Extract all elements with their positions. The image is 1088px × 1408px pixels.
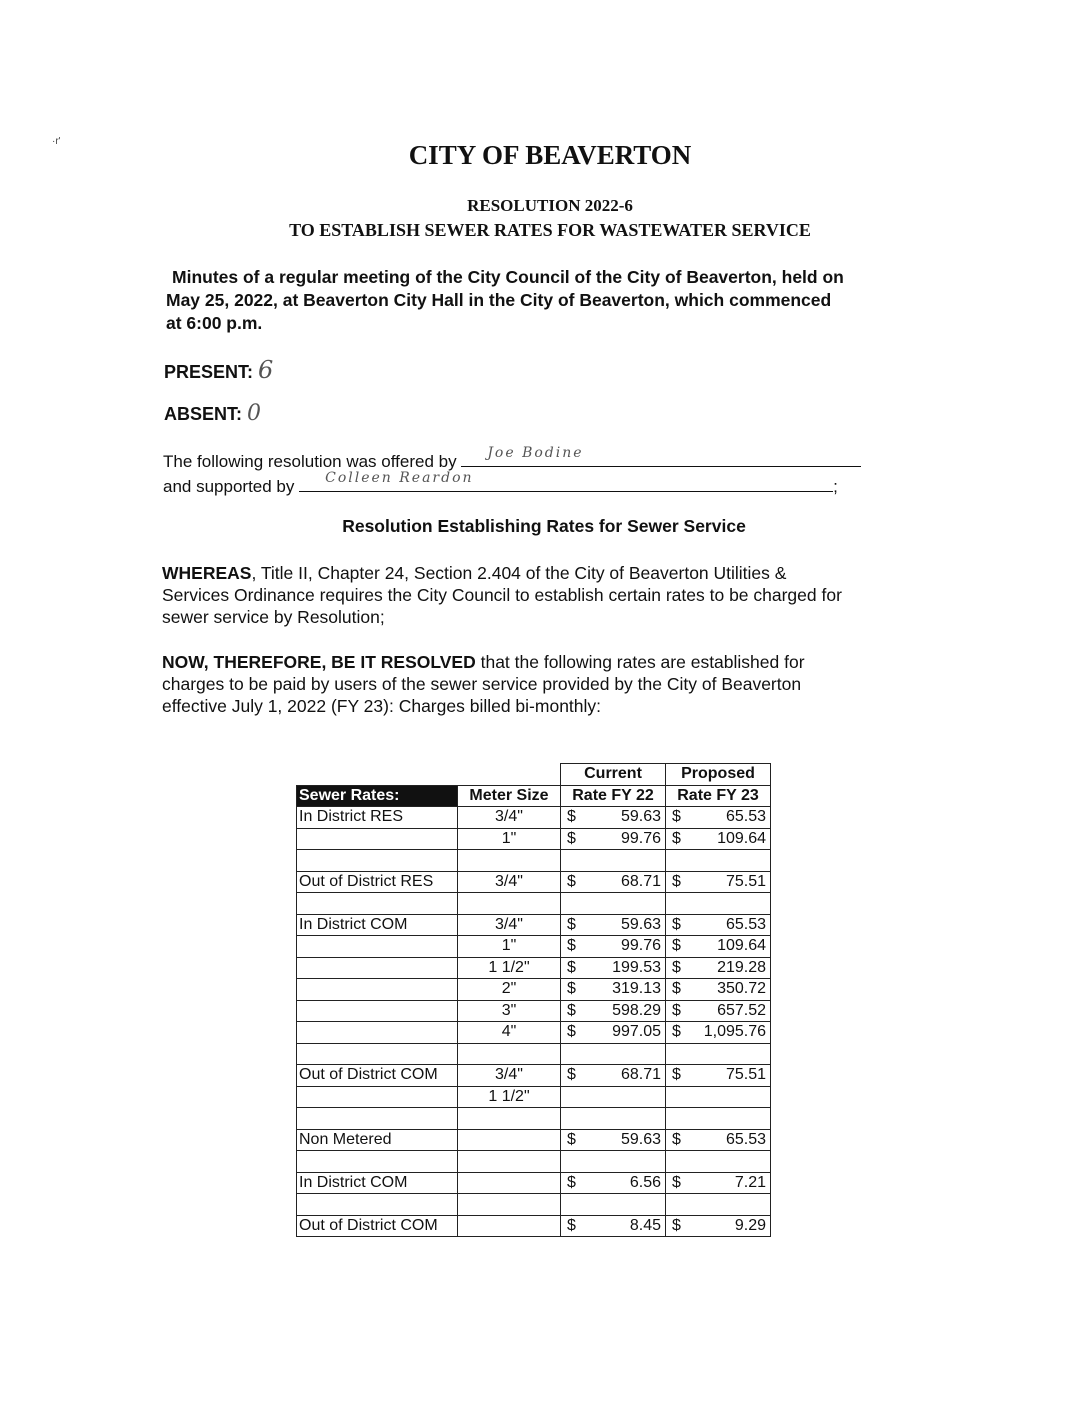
proposed-rate bbox=[666, 1129, 771, 1151]
absent-row bbox=[164, 401, 261, 426]
proposed-rate bbox=[666, 1086, 771, 1108]
proposed-rate bbox=[666, 1172, 771, 1194]
proposed-amount: 1,095.76 bbox=[703, 1023, 766, 1041]
currency-symbol: $ bbox=[672, 1066, 681, 1084]
table-row bbox=[297, 1086, 771, 1108]
rate-category: Out of District COM bbox=[297, 1065, 458, 1087]
rate-category bbox=[297, 1108, 458, 1130]
current-amount: 59.63 bbox=[620, 1130, 661, 1148]
proposed-amount: 350.72 bbox=[717, 980, 766, 998]
currency-symbol: $ bbox=[567, 1216, 576, 1234]
rate-category: Out of District RES bbox=[297, 871, 458, 893]
rate-category: In District RES bbox=[297, 807, 458, 829]
current-rate bbox=[561, 850, 666, 872]
table-row bbox=[297, 850, 771, 872]
offered-by-line bbox=[461, 445, 861, 467]
meter-size bbox=[458, 850, 561, 872]
currency-symbol: $ bbox=[672, 1216, 681, 1234]
empty-cell bbox=[458, 764, 561, 786]
proposed-amount: 109.64 bbox=[717, 937, 766, 955]
present-count: 6 bbox=[258, 356, 274, 384]
current-rate bbox=[561, 828, 666, 850]
current-rate bbox=[561, 936, 666, 958]
rate-category bbox=[297, 1194, 458, 1216]
current-amount: 997.05 bbox=[612, 1023, 661, 1041]
meter-size bbox=[458, 893, 561, 915]
currency-symbol: $ bbox=[567, 1066, 576, 1084]
margin-mark: ·r' bbox=[52, 136, 61, 147]
current-rate bbox=[561, 1000, 666, 1022]
header-meter-size: Meter Size bbox=[458, 785, 561, 807]
resolved-paragraph bbox=[162, 651, 932, 717]
rate-category: Out of District COM bbox=[297, 1215, 458, 1237]
currency-symbol: $ bbox=[567, 937, 576, 955]
resolved-text: that the following rates are established for bbox=[475, 652, 805, 672]
motion-block bbox=[163, 445, 861, 498]
current-rate bbox=[561, 893, 666, 915]
meter-size: 1" bbox=[458, 936, 561, 958]
meter-size bbox=[458, 1215, 561, 1237]
current-amount: 199.53 bbox=[612, 958, 661, 976]
meter-size: 1" bbox=[458, 828, 561, 850]
resolution-number: RESOLUTION 2022-6 bbox=[467, 196, 633, 215]
rate-category bbox=[297, 1043, 458, 1065]
absent-count: 0 bbox=[247, 401, 262, 426]
rate-category: In District COM bbox=[297, 1172, 458, 1194]
current-rate bbox=[561, 1065, 666, 1087]
present-row bbox=[164, 356, 273, 384]
rate-category bbox=[297, 936, 458, 958]
proposed-amount: 109.64 bbox=[717, 829, 766, 847]
proposed-amount: 65.53 bbox=[725, 808, 766, 826]
current-rate bbox=[561, 1151, 666, 1173]
absent-label: ABSENT: bbox=[164, 404, 243, 424]
empty-cell bbox=[297, 764, 458, 786]
current-rate bbox=[561, 1129, 666, 1151]
currency-symbol: $ bbox=[567, 1001, 576, 1019]
meter-size: 3/4" bbox=[458, 807, 561, 829]
current-rate bbox=[561, 1086, 666, 1108]
proposed-rate bbox=[666, 979, 771, 1001]
currency-symbol: $ bbox=[567, 829, 576, 847]
header-rate-fy23: Rate FY 23 bbox=[666, 785, 771, 807]
meter-size bbox=[458, 1151, 561, 1173]
proposed-amount: 65.53 bbox=[725, 1130, 766, 1148]
table-row bbox=[297, 957, 771, 979]
meter-size: 3/4" bbox=[458, 914, 561, 936]
rate-category bbox=[297, 893, 458, 915]
rate-category bbox=[297, 828, 458, 850]
rate-category bbox=[297, 1151, 458, 1173]
proposed-rate bbox=[666, 1194, 771, 1216]
proposed-amount: 75.51 bbox=[725, 1066, 766, 1084]
table-row bbox=[297, 828, 771, 850]
resolved-lead: NOW, THEREFORE, BE IT RESOLVED bbox=[162, 652, 476, 672]
table-row bbox=[297, 1194, 771, 1216]
rate-category: In District COM bbox=[297, 914, 458, 936]
meter-size: 1 1/2" bbox=[458, 957, 561, 979]
proposed-rate bbox=[666, 936, 771, 958]
current-amount: 6.56 bbox=[629, 1173, 661, 1191]
current-rate bbox=[561, 979, 666, 1001]
proposed-rate bbox=[666, 828, 771, 850]
currency-symbol: $ bbox=[672, 829, 681, 847]
current-rate bbox=[561, 871, 666, 893]
currency-symbol: $ bbox=[567, 808, 576, 826]
proposed-rate bbox=[666, 914, 771, 936]
meter-size bbox=[458, 1194, 561, 1216]
header-sewer-rates: Sewer Rates: bbox=[297, 785, 458, 807]
table-row bbox=[297, 1151, 771, 1173]
proposed-rate bbox=[666, 807, 771, 829]
proposed-rate bbox=[666, 957, 771, 979]
table-row bbox=[297, 893, 771, 915]
meter-size: 3" bbox=[458, 1000, 561, 1022]
rate-category bbox=[297, 1086, 458, 1108]
proposed-amount: 7.21 bbox=[734, 1173, 766, 1191]
current-rate bbox=[561, 807, 666, 829]
meter-size bbox=[458, 1172, 561, 1194]
currency-symbol: $ bbox=[567, 915, 576, 933]
current-amount: 59.63 bbox=[620, 808, 661, 826]
meter-size bbox=[458, 1129, 561, 1151]
resolved-text: effective July 1, 2022 (FY 23): Charges billed bi-monthly: bbox=[162, 696, 602, 716]
current-amount: 319.13 bbox=[612, 980, 661, 998]
meter-size: 2" bbox=[458, 979, 561, 1001]
currency-symbol: $ bbox=[672, 872, 681, 890]
table-row bbox=[297, 807, 771, 829]
currency-symbol: $ bbox=[672, 980, 681, 998]
current-rate bbox=[561, 1194, 666, 1216]
table-header-row bbox=[297, 785, 771, 807]
table-row bbox=[297, 1108, 771, 1130]
rate-category bbox=[297, 850, 458, 872]
proposed-amount: 75.51 bbox=[725, 872, 766, 890]
header-current: Current bbox=[561, 764, 666, 786]
table-header-row bbox=[297, 764, 771, 786]
currency-symbol: $ bbox=[567, 1023, 576, 1041]
table-row bbox=[297, 1129, 771, 1151]
meter-size bbox=[458, 1043, 561, 1065]
offered-label: The following resolution was offered by bbox=[163, 452, 457, 471]
current-rate bbox=[561, 914, 666, 936]
currency-symbol: $ bbox=[672, 1001, 681, 1019]
current-amount: 99.76 bbox=[620, 829, 661, 847]
table-row bbox=[297, 979, 771, 1001]
proposed-rate bbox=[666, 1065, 771, 1087]
current-amount: 68.71 bbox=[620, 1066, 661, 1084]
current-amount: 99.76 bbox=[620, 937, 661, 955]
header-rate-fy22: Rate FY 22 bbox=[561, 785, 666, 807]
table-row bbox=[297, 1000, 771, 1022]
currency-symbol: $ bbox=[672, 808, 681, 826]
whereas-lead: WHEREAS bbox=[162, 563, 252, 583]
minutes-line: May 25, 2022, at Beaverton City Hall in the City of Beaverton, which commenced bbox=[166, 290, 832, 310]
currency-symbol: $ bbox=[567, 980, 576, 998]
currency-symbol: $ bbox=[672, 1173, 681, 1191]
meeting-minutes bbox=[166, 266, 936, 335]
meter-size bbox=[458, 1108, 561, 1130]
whereas-text: , Title II, Chapter 24, Section 2.404 of the City of Beaverton Utilities & bbox=[251, 563, 787, 583]
document-title: CITY OF BEAVERTON bbox=[408, 140, 692, 170]
proposed-rate bbox=[666, 1043, 771, 1065]
current-rate bbox=[561, 957, 666, 979]
rate-category: Non Metered bbox=[297, 1129, 458, 1151]
currency-symbol: $ bbox=[567, 958, 576, 976]
meter-size: 4" bbox=[458, 1022, 561, 1044]
supported-label: and supported by bbox=[163, 477, 295, 496]
current-rate bbox=[561, 1108, 666, 1130]
currency-symbol: $ bbox=[672, 1130, 681, 1148]
table-row bbox=[297, 1022, 771, 1044]
table-row bbox=[297, 1065, 771, 1087]
table-row bbox=[297, 914, 771, 936]
current-amount: 59.63 bbox=[620, 915, 661, 933]
minutes-line: at 6:00 p.m. bbox=[166, 313, 263, 333]
current-rate bbox=[561, 1172, 666, 1194]
proposed-amount: 9.29 bbox=[734, 1216, 766, 1234]
whereas-text: sewer service by Resolution; bbox=[162, 607, 385, 627]
currency-symbol: $ bbox=[567, 1130, 576, 1148]
offered-by-signature: Joe Bodine bbox=[487, 445, 584, 461]
proposed-amount: 657.52 bbox=[717, 1001, 766, 1019]
supported-by-line bbox=[299, 470, 833, 492]
proposed-rate bbox=[666, 1151, 771, 1173]
current-rate bbox=[561, 1043, 666, 1065]
proposed-rate bbox=[666, 1215, 771, 1237]
whereas-paragraph bbox=[162, 562, 932, 628]
table-row bbox=[297, 1043, 771, 1065]
table-row bbox=[297, 936, 771, 958]
meter-size: 3/4" bbox=[458, 1065, 561, 1087]
table-row bbox=[297, 871, 771, 893]
proposed-rate bbox=[666, 1000, 771, 1022]
rate-category bbox=[297, 979, 458, 1001]
proposed-rate bbox=[666, 850, 771, 872]
proposed-rate bbox=[666, 1108, 771, 1130]
proposed-rate bbox=[666, 893, 771, 915]
header-proposed: Proposed bbox=[666, 764, 771, 786]
meter-size: 1 1/2" bbox=[458, 1086, 561, 1108]
line-terminator: ; bbox=[833, 477, 838, 496]
resolved-text: charges to be paid by users of the sewer service provided by the City of Beaverton bbox=[162, 674, 802, 694]
proposed-rate bbox=[666, 1022, 771, 1044]
currency-symbol: $ bbox=[672, 958, 681, 976]
table-row bbox=[297, 1215, 771, 1237]
whereas-text: Services Ordinance requires the City Council to establish certain rates to be charged for bbox=[162, 585, 842, 605]
currency-symbol: $ bbox=[567, 872, 576, 890]
minutes-line: Minutes of a regular meeting of the City Council of the City of Beaverton, held on bbox=[172, 267, 844, 287]
meter-size: 3/4" bbox=[458, 871, 561, 893]
section-heading: Resolution Establishing Rates for Sewer Service bbox=[342, 516, 746, 536]
currency-symbol: $ bbox=[672, 1023, 681, 1041]
current-rate bbox=[561, 1215, 666, 1237]
current-amount: 8.45 bbox=[629, 1216, 661, 1234]
rate-category bbox=[297, 1000, 458, 1022]
table-row bbox=[297, 1172, 771, 1194]
current-rate bbox=[561, 1022, 666, 1044]
rate-category bbox=[297, 957, 458, 979]
currency-symbol: $ bbox=[672, 937, 681, 955]
proposed-amount: 65.53 bbox=[725, 915, 766, 933]
rate-category bbox=[297, 1022, 458, 1044]
proposed-amount: 219.28 bbox=[717, 958, 766, 976]
current-amount: 598.29 bbox=[612, 1001, 661, 1019]
supported-by-signature: Colleen Reardon bbox=[325, 470, 474, 486]
currency-symbol: $ bbox=[567, 1173, 576, 1191]
resolution-subject: TO ESTABLISH SEWER RATES FOR WASTEWATER SERVICE bbox=[289, 220, 811, 240]
current-amount: 68.71 bbox=[620, 872, 661, 890]
proposed-rate bbox=[666, 871, 771, 893]
currency-symbol: $ bbox=[672, 915, 681, 933]
sewer-rates-table bbox=[296, 763, 771, 1237]
present-label: PRESENT: bbox=[164, 362, 254, 382]
